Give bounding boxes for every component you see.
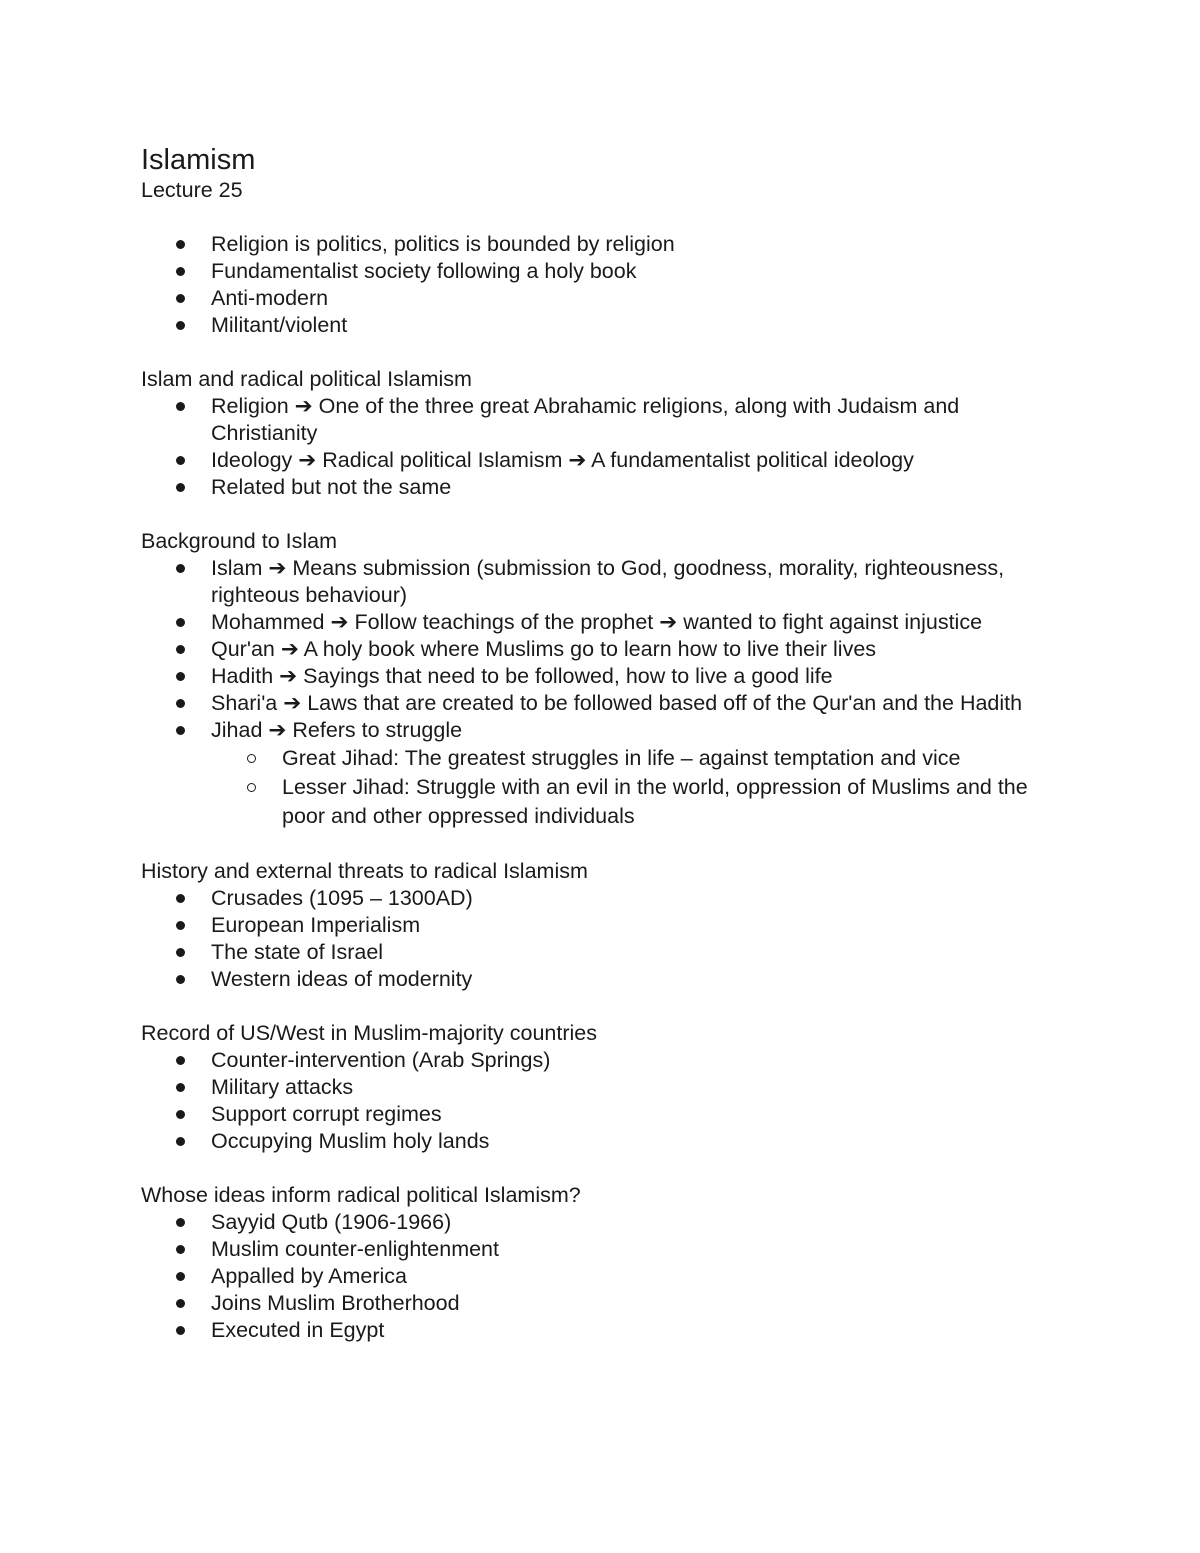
list-item: Joins Muslim Brotherhood [141,1290,1061,1317]
bullet-icon [176,948,185,957]
list-item: Counter-intervention (Arab Springs) [141,1047,1061,1074]
bullet-icon [176,1137,185,1146]
page-title: Islamism [141,144,256,176]
sub-bullet-icon [247,754,256,763]
page-subtitle: Lecture 25 [141,178,243,202]
bullet-icon [176,1110,185,1119]
bullet-list [141,555,1061,831]
bullet-icon [176,975,185,984]
intro-section [141,231,1061,339]
list-item: Mohammed ➔ Follow teachings of the prophet ➔ wanted to fight against injustice [141,609,1061,636]
bullet-icon [176,1272,185,1281]
list-item: Western ideas of modernity [141,966,1061,993]
bullet-list [141,1047,1061,1155]
list-item: Religion ➔ One of the three great Abrahamic religions, along with Judaism and Christianity [141,393,1061,447]
section-islam-radical [141,366,1061,501]
section-heading: Record of US/West in Muslim-majority countries [141,1021,598,1045]
list-item: Anti-modern [141,285,1061,312]
bullet-icon [176,564,185,573]
bullet-icon [176,1245,185,1254]
list-item: Executed in Egypt [141,1317,1061,1344]
bullet-icon [176,456,185,465]
section-whose-ideas [141,1182,1061,1344]
bullet-icon [176,618,185,627]
section-heading: History and external threats to radical Islamism [141,859,588,883]
list-item: Islam ➔ Means submission (submission to God, goodness, morality, righteousness, righteous behaviour) [141,555,1061,609]
list-item: The state of Israel [141,939,1061,966]
list-item: Occupying Muslim holy lands [141,1128,1061,1155]
list-item: Muslim counter-enlightenment [141,1236,1061,1263]
list-item: Military attacks [141,1074,1061,1101]
list-item: Sayyid Qutb (1906-1966) [141,1209,1061,1236]
sub-bullet-list [211,744,1061,831]
bullet-icon [176,267,185,276]
bullet-icon [176,672,185,681]
bullet-icon [176,402,185,411]
list-item: Jihad ➔ Refers to struggle Great Jihad: The greatest struggles in life – against temptation and vice Lesser Jihad: Struggle with an evil in the world, oppression of Muslims and the poor and other oppressed individuals [141,717,1061,831]
list-item: Appalled by America [141,1263,1061,1290]
section-heading: Whose ideas inform radical political Islamism? [141,1183,581,1207]
bullet-list [141,885,1061,993]
bullet-icon [176,294,185,303]
bullet-icon [176,645,185,654]
list-item: Crusades (1095 – 1300AD) [141,885,1061,912]
bullet-icon [176,1299,185,1308]
list-item: Religion is politics, politics is bounded by religion [141,231,1061,258]
bullet-icon [176,240,185,249]
list-item: Support corrupt regimes [141,1101,1061,1128]
list-item: Fundamentalist society following a holy book [141,258,1061,285]
section-heading: Background to Islam [141,529,337,553]
intro-bullet-list [141,231,1061,339]
bullet-icon [176,699,185,708]
list-item: Qur'an ➔ A holy book where Muslims go to learn how to live their lives [141,636,1061,663]
bullet-icon [176,1218,185,1227]
bullet-icon [176,726,185,735]
bullet-icon [176,921,185,930]
section-us-west-record [141,1020,1061,1155]
list-item: Related but not the same [141,474,1061,501]
bullet-icon [176,1326,185,1335]
sub-list-item: Lesser Jihad: Struggle with an evil in the world, oppression of Muslims and the poor and other oppressed individuals [211,773,1061,831]
sub-list-item: Great Jihad: The greatest struggles in life – against temptation and vice [211,744,1061,773]
document-page [141,143,1061,1344]
list-item: Militant/violent [141,312,1061,339]
list-item: Ideology ➔ Radical political Islamism ➔ A fundamentalist political ideology [141,447,1061,474]
list-item: European Imperialism [141,912,1061,939]
bullet-icon [176,483,185,492]
bullet-icon [176,1083,185,1092]
bullet-icon [176,1056,185,1065]
section-history-threats [141,858,1061,993]
section-background [141,528,1061,831]
section-heading: Islam and radical political Islamism [141,367,472,391]
sub-bullet-icon [247,783,256,792]
list-item: Shari'a ➔ Laws that are created to be followed based off of the Qur'an and the Hadith [141,690,1061,717]
bullet-icon [176,894,185,903]
bullet-icon [176,321,185,330]
bullet-list [141,1209,1061,1344]
list-item: Hadith ➔ Sayings that need to be followed, how to live a good life [141,663,1061,690]
bullet-list [141,393,1061,501]
